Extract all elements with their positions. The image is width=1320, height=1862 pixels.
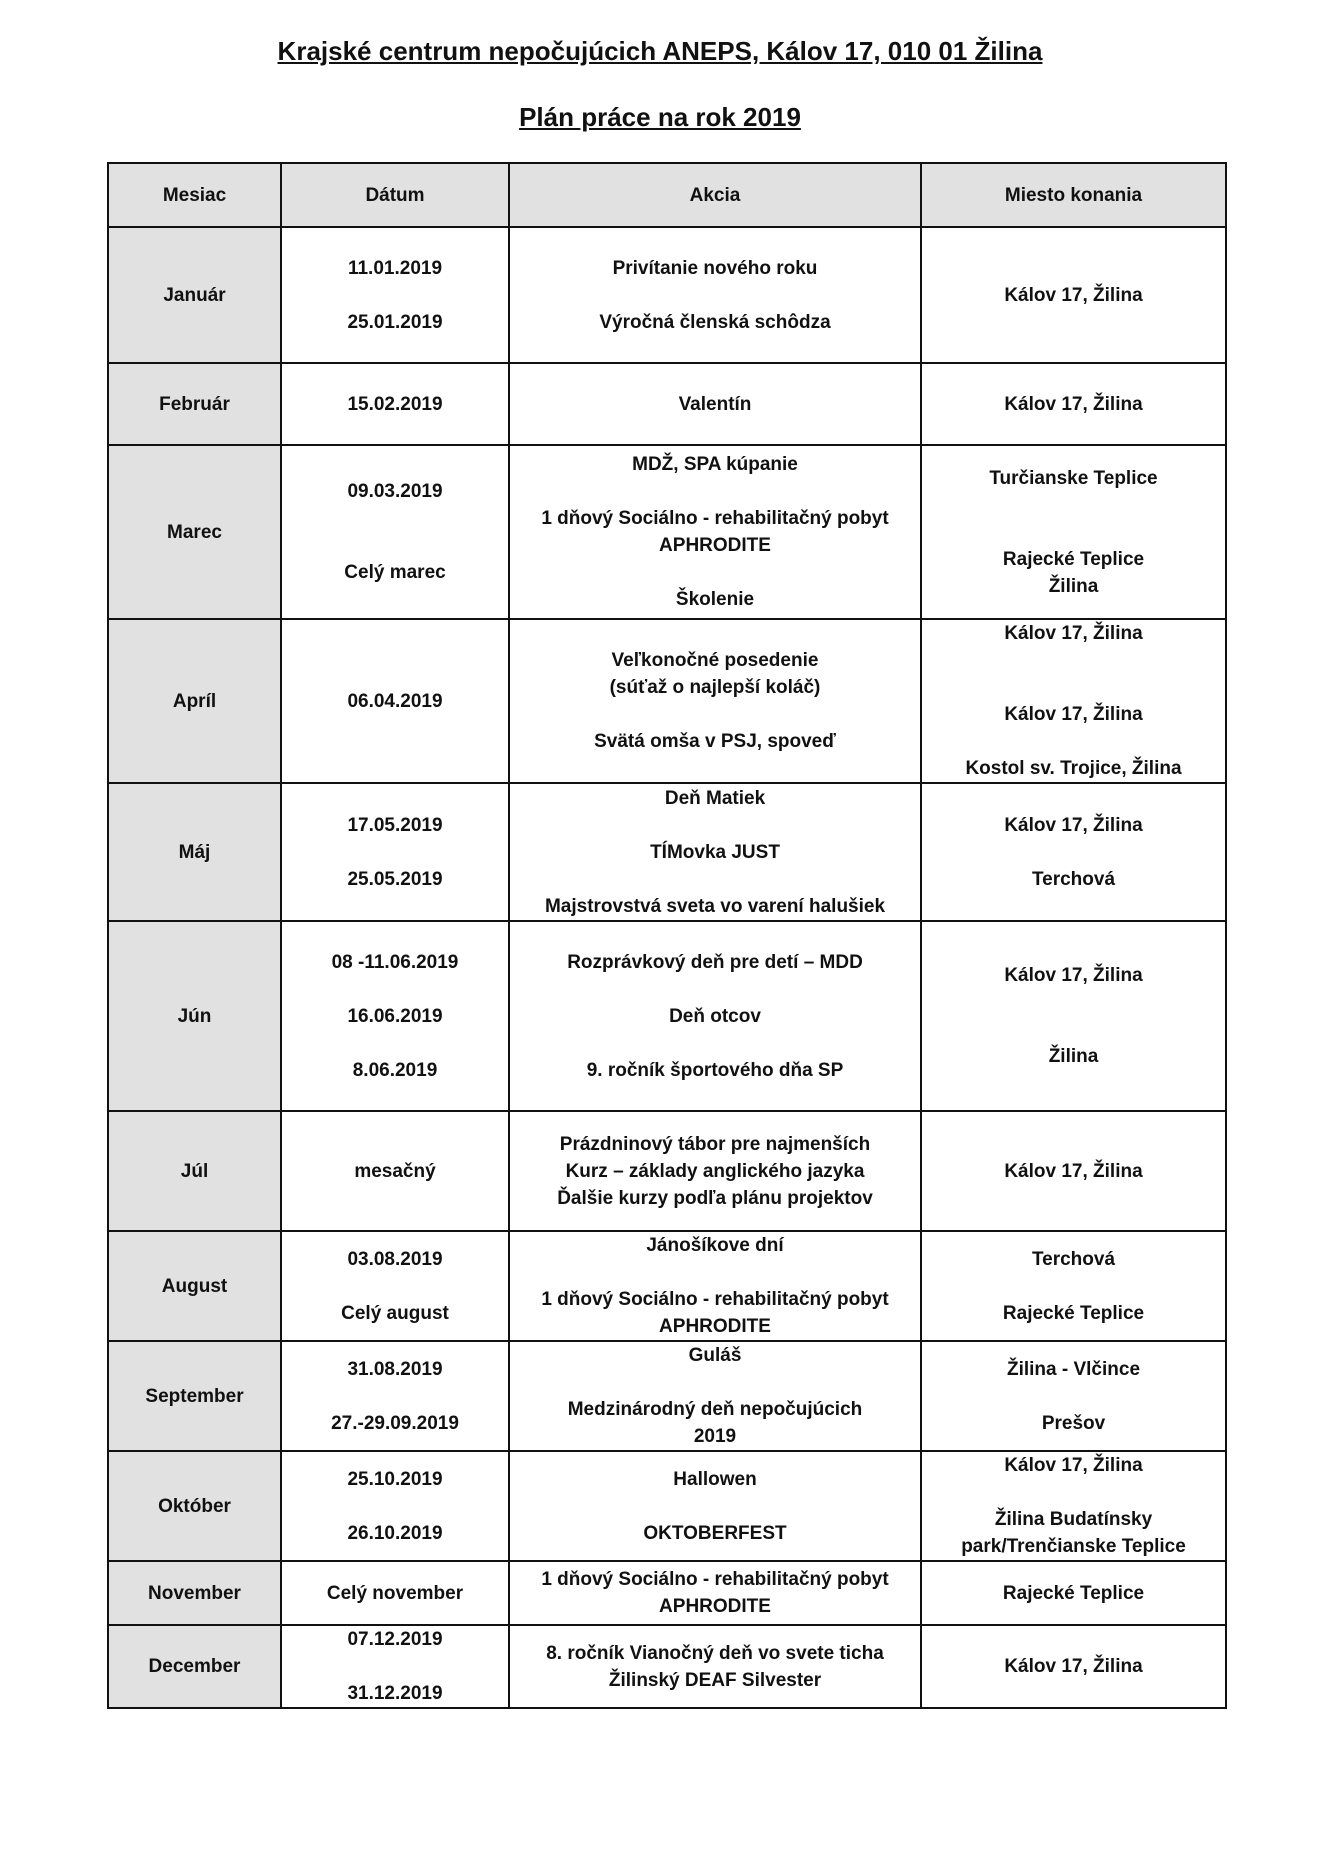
place-cell-line: Terchová bbox=[1031, 1248, 1116, 1270]
event-cell-line bbox=[516, 812, 914, 839]
table-row bbox=[108, 619, 1226, 783]
date-cell-line bbox=[288, 532, 502, 559]
date-cell-line: 17.05.2019 bbox=[347, 814, 443, 836]
place-cell-line: Prešov bbox=[1041, 1412, 1106, 1434]
place-cell-line bbox=[928, 1273, 1219, 1300]
month-cell: Január bbox=[108, 227, 281, 363]
table-row bbox=[108, 363, 1226, 445]
place-cell-line: Kálov 17, Žilina bbox=[1004, 1160, 1143, 1182]
table-row bbox=[108, 1111, 1226, 1231]
place-cell bbox=[921, 1625, 1226, 1708]
event-cell bbox=[509, 1111, 921, 1231]
place-cell-line: Žilina Budatínsky bbox=[994, 1509, 1153, 1530]
date-cell-line: 06.04.2019 bbox=[347, 690, 443, 712]
table-row bbox=[108, 921, 1226, 1111]
event-cell bbox=[509, 363, 921, 445]
month-cell: Júl bbox=[108, 1111, 281, 1231]
table-header-row bbox=[108, 163, 1226, 227]
month-cell: November bbox=[108, 1561, 281, 1625]
month-cell: September bbox=[108, 1341, 281, 1451]
table-row bbox=[108, 1341, 1226, 1451]
event-cell-line: 8. ročník Vianočný deň vo svete ticha bbox=[546, 1642, 884, 1664]
event-cell-line bbox=[516, 1259, 914, 1286]
event-cell bbox=[509, 783, 921, 921]
date-cell bbox=[281, 363, 509, 445]
event-cell-line: MDŽ, SPA kúpanie bbox=[632, 454, 798, 475]
event-cell bbox=[509, 445, 921, 619]
place-cell bbox=[921, 921, 1226, 1111]
event-cell-line: APHRODITE bbox=[659, 1316, 771, 1337]
event-cell-line bbox=[516, 1493, 914, 1520]
document-subtitle: Plán práce na rok 2019 bbox=[519, 102, 801, 132]
date-cell bbox=[281, 445, 509, 619]
place-cell bbox=[921, 227, 1226, 363]
place-cell-line: Kálov 17, Žilina bbox=[1004, 284, 1143, 306]
table-row bbox=[108, 1625, 1226, 1708]
event-cell-line: Valentín bbox=[678, 393, 752, 415]
table-row bbox=[108, 1561, 1226, 1625]
place-cell-line: Kálov 17, Žilina bbox=[1004, 1656, 1143, 1677]
event-cell-line: Deň Matiek bbox=[664, 787, 766, 809]
event-cell-line: Ďalšie kurzy podľa plánu projektov bbox=[557, 1187, 873, 1209]
date-cell bbox=[281, 1625, 509, 1708]
event-cell-line: OKTOBERFEST bbox=[643, 1522, 787, 1544]
place-cell bbox=[921, 1451, 1226, 1561]
place-cell bbox=[921, 1341, 1226, 1451]
date-cell-line: 03.08.2019 bbox=[347, 1248, 443, 1270]
date-cell bbox=[281, 1231, 509, 1341]
date-cell bbox=[281, 619, 509, 783]
month-cell: December bbox=[108, 1625, 281, 1708]
column-header-month: Mesiac bbox=[108, 163, 281, 227]
date-cell-line: 31.08.2019 bbox=[347, 1358, 443, 1380]
table-body bbox=[108, 227, 1226, 1708]
column-header-place: Miesto konania bbox=[921, 163, 1226, 227]
place-cell bbox=[921, 445, 1226, 619]
month-cell: Máj bbox=[108, 783, 281, 921]
place-cell-line: Kálov 17, Žilina bbox=[1004, 965, 1143, 986]
document-title: Krajské centrum nepočujúcich ANEPS, Kálov 17, 010 01 Žilina bbox=[277, 36, 1043, 66]
event-cell-line: Prázdninový tábor pre najmenších bbox=[559, 1133, 871, 1155]
place-cell-line: Terchová bbox=[1031, 868, 1116, 890]
date-cell-line: 09.03.2019 bbox=[347, 481, 443, 502]
event-cell-line: Medzinárodný deň nepočujúcich bbox=[567, 1399, 863, 1420]
place-cell-line: Kostol sv. Trojice, Žilina bbox=[965, 758, 1182, 779]
event-cell-line: Svätá omša v PSJ, spoveď bbox=[594, 731, 836, 752]
event-cell-line: Deň otcov bbox=[669, 1005, 761, 1027]
place-cell-line bbox=[928, 839, 1219, 866]
event-cell bbox=[509, 1561, 921, 1625]
place-cell-line bbox=[928, 1479, 1219, 1506]
month-cell: Marec bbox=[108, 445, 281, 619]
event-cell-line bbox=[516, 1030, 914, 1057]
table-row bbox=[108, 445, 1226, 619]
place-cell-line bbox=[928, 1016, 1219, 1043]
date-cell-line: mesačný bbox=[354, 1160, 436, 1182]
event-cell-line: Veľkonočné posedenie bbox=[611, 650, 819, 671]
date-cell-line: 26.10.2019 bbox=[347, 1522, 443, 1544]
event-cell-line bbox=[516, 701, 914, 728]
place-cell-line: Kálov 17, Žilina bbox=[1004, 704, 1143, 725]
place-cell-line: Kálov 17, Žilina bbox=[1004, 814, 1143, 836]
schedule-table bbox=[107, 162, 1227, 1709]
event-cell-line bbox=[516, 559, 914, 586]
place-cell bbox=[921, 619, 1226, 783]
date-cell bbox=[281, 921, 509, 1111]
date-cell-line bbox=[288, 282, 502, 309]
place-cell-line bbox=[928, 647, 1219, 674]
event-cell-line bbox=[516, 478, 914, 505]
event-cell-line: Kurz – základy anglického jazyka bbox=[565, 1160, 865, 1182]
event-cell-line: Privítanie nového roku bbox=[612, 257, 818, 279]
place-cell-line bbox=[928, 989, 1219, 1016]
event-cell-line: Žilinský DEAF Silvester bbox=[608, 1669, 822, 1691]
date-cell-line bbox=[288, 1383, 502, 1410]
date-cell bbox=[281, 227, 509, 363]
place-cell-line: Kálov 17, Žilina bbox=[1004, 623, 1143, 644]
event-cell bbox=[509, 619, 921, 783]
date-cell bbox=[281, 783, 509, 921]
event-cell bbox=[509, 227, 921, 363]
event-cell-line: (súťaž o najlepší koláč) bbox=[609, 677, 821, 698]
place-cell bbox=[921, 1111, 1226, 1231]
place-cell-line: Rajecké Teplice bbox=[1002, 1302, 1145, 1324]
date-cell-line bbox=[288, 1493, 502, 1520]
place-cell-line bbox=[928, 1383, 1219, 1410]
table-row bbox=[108, 227, 1226, 363]
event-cell-line: TÍMovka JUST bbox=[650, 841, 780, 863]
date-cell-line: Celý november bbox=[326, 1582, 464, 1604]
place-cell-line: Rajecké Teplice bbox=[1002, 548, 1145, 570]
place-cell-line: Kálov 17, Žilina bbox=[1004, 1455, 1143, 1476]
place-cell bbox=[921, 1561, 1226, 1625]
place-cell-line: park/Trenčianske Teplice bbox=[961, 1536, 1186, 1557]
event-cell-line: Školenie bbox=[675, 589, 755, 610]
table-row bbox=[108, 783, 1226, 921]
event-cell bbox=[509, 1231, 921, 1341]
date-cell-line: 25.05.2019 bbox=[347, 868, 443, 890]
place-cell-line bbox=[928, 519, 1219, 546]
date-cell-line bbox=[288, 1273, 502, 1300]
event-cell-line bbox=[516, 866, 914, 893]
table-row bbox=[108, 1231, 1226, 1341]
place-cell-line: Kálov 17, Žilina bbox=[1004, 393, 1143, 415]
date-cell-line bbox=[288, 1653, 502, 1680]
place-cell bbox=[921, 783, 1226, 921]
date-cell-line bbox=[288, 976, 502, 1003]
event-cell-line: 1 dňový Sociálno - rehabilitačný pobyt bbox=[541, 508, 889, 529]
event-cell bbox=[509, 1341, 921, 1451]
date-cell bbox=[281, 1341, 509, 1451]
date-cell bbox=[281, 1111, 509, 1231]
date-cell-line: 07.12.2019 bbox=[347, 1629, 443, 1650]
event-cell bbox=[509, 1625, 921, 1708]
event-cell-line: Rozprávkový deň pre detí – MDD bbox=[567, 951, 863, 973]
date-cell-line: 25.01.2019 bbox=[347, 311, 443, 333]
event-cell-line: 1 dňový Sociálno - rehabilitačný pobyt bbox=[541, 1569, 889, 1590]
place-cell-line: Žilina - Vlčince bbox=[1006, 1358, 1141, 1380]
month-cell: Jún bbox=[108, 921, 281, 1111]
table-row bbox=[108, 1451, 1226, 1561]
date-cell-line: 15.02.2019 bbox=[347, 393, 443, 415]
date-cell-line: 25.10.2019 bbox=[347, 1468, 443, 1490]
place-cell bbox=[921, 363, 1226, 445]
column-header-event: Akcia bbox=[509, 163, 921, 227]
event-cell-line: 1 dňový Sociálno - rehabilitačný pobyt bbox=[541, 1289, 889, 1310]
place-cell-line bbox=[928, 728, 1219, 755]
date-cell-line: Celý august bbox=[341, 1302, 449, 1324]
date-cell-line: 16.06.2019 bbox=[347, 1005, 443, 1027]
column-header-date: Dátum bbox=[281, 163, 509, 227]
event-cell bbox=[509, 1451, 921, 1561]
event-cell-line: APHRODITE bbox=[659, 535, 771, 556]
date-cell-line bbox=[288, 839, 502, 866]
event-cell-line: Výročná členská schôdza bbox=[599, 311, 831, 333]
event-cell-line: Jánošíkove dní bbox=[646, 1235, 784, 1256]
month-cell: Apríl bbox=[108, 619, 281, 783]
place-cell-line: Žilina bbox=[1048, 1046, 1099, 1067]
event-cell-line bbox=[516, 1369, 914, 1396]
month-cell: Február bbox=[108, 363, 281, 445]
date-cell-line: 31.12.2019 bbox=[347, 1683, 443, 1704]
event-cell-line: APHRODITE bbox=[659, 1596, 771, 1617]
place-cell-line: Rajecké Teplice bbox=[1002, 1582, 1145, 1604]
month-cell: Október bbox=[108, 1451, 281, 1561]
event-cell-line bbox=[516, 282, 914, 309]
event-cell-line: 9. ročník športového dňa SP bbox=[586, 1059, 844, 1081]
date-cell-line: 11.01.2019 bbox=[347, 257, 443, 279]
event-cell-line: Majstrovstvá sveta vo varení halušiek bbox=[544, 895, 886, 917]
place-cell-line: Turčianske Teplice bbox=[989, 467, 1158, 489]
event-cell-line bbox=[516, 976, 914, 1003]
date-cell-line: 27.-29.09.2019 bbox=[331, 1412, 459, 1434]
date-cell-line bbox=[288, 505, 502, 532]
date-cell-line: 8.06.2019 bbox=[352, 1059, 438, 1081]
place-cell-line bbox=[928, 674, 1219, 701]
place-cell bbox=[921, 1231, 1226, 1341]
place-cell-line bbox=[928, 492, 1219, 519]
date-cell-line: Celý marec bbox=[344, 562, 446, 583]
date-cell-line bbox=[288, 1030, 502, 1057]
month-cell: August bbox=[108, 1231, 281, 1341]
place-cell-line: Žilina bbox=[1048, 575, 1099, 597]
date-cell bbox=[281, 1561, 509, 1625]
date-cell bbox=[281, 1451, 509, 1561]
event-cell-line: Hallowen bbox=[673, 1468, 757, 1490]
event-cell-line: Guláš bbox=[688, 1345, 742, 1366]
event-cell-line: 2019 bbox=[693, 1426, 737, 1447]
date-cell-line: 08 -11.06.2019 bbox=[331, 951, 459, 973]
event-cell bbox=[509, 921, 921, 1111]
